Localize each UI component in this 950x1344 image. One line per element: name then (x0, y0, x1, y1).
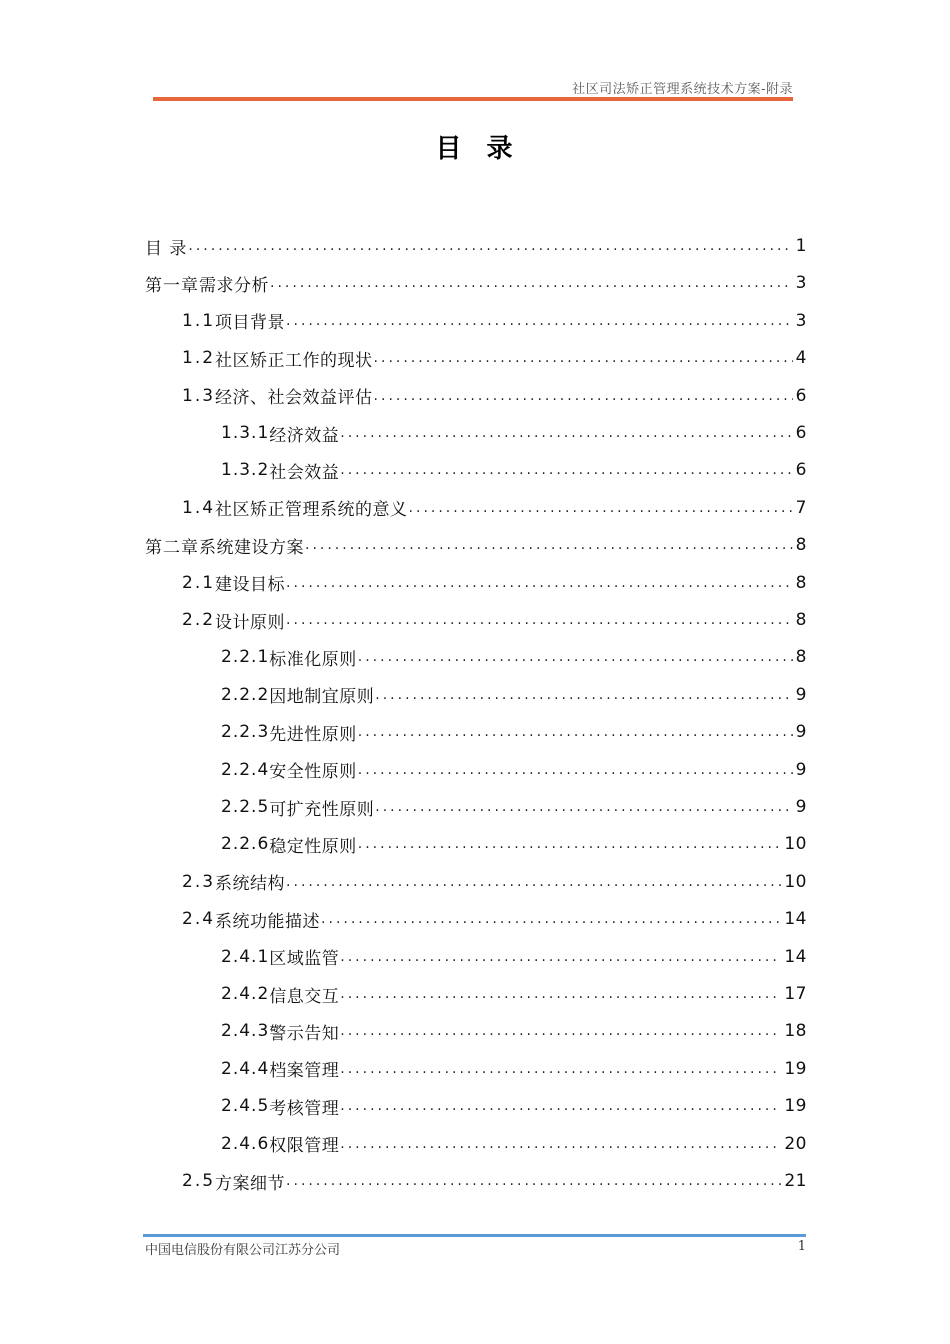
toc-entry-title: 因地制宜原则 (269, 687, 375, 708)
footer-page-number: 1 (797, 1239, 806, 1254)
toc-entry-number: 2.4.4 (221, 1058, 270, 1079)
toc-entry-number: 2.2.2 (221, 684, 270, 705)
toc-entry[interactable] (221, 452, 807, 488)
toc-entry-number: 2.4.3 (221, 1021, 270, 1042)
toc-entry-title: 先进性原则 (269, 724, 357, 745)
toc-entry[interactable] (182, 602, 807, 638)
toc-dot-leader (358, 837, 782, 851)
toc-entry-page: 9 (795, 759, 807, 780)
toc-entry-number: 1.3.2 (221, 460, 270, 481)
toc-entry[interactable] (145, 228, 807, 264)
toc-entry-title: 警示告知 (269, 1023, 340, 1044)
toc-entry[interactable] (145, 265, 807, 301)
toc-entry-page: 4 (795, 348, 807, 369)
toc-entry-title: 权限管理 (269, 1136, 340, 1157)
toc-entry-page: 20 (784, 1133, 807, 1154)
toc-entry-number: 2.4 (182, 909, 216, 930)
toc-entry[interactable] (221, 1126, 807, 1162)
toc-dot-leader (340, 426, 792, 440)
toc-entry-page: 10 (784, 871, 807, 892)
toc-entry[interactable] (221, 639, 807, 675)
toc-entry-title: 系统功能描述 (215, 911, 321, 932)
toc-entry-title: 可扩充性原则 (269, 799, 375, 820)
toc-dot-leader (286, 613, 793, 627)
toc-entry-title: 信息交互 (269, 986, 340, 1007)
toc-entry[interactable] (221, 677, 807, 713)
toc-entry-page: 3 (795, 273, 807, 294)
toc-entry-number: 2.2.4 (221, 759, 270, 780)
toc-entry-page: 18 (784, 1021, 807, 1042)
toc-entry-title: 建设目标 (215, 575, 286, 596)
toc-entry-page: 14 (784, 909, 807, 930)
toc-entry-title: 安全性原则 (269, 762, 357, 783)
toc-dot-leader (340, 463, 792, 477)
toc-entry[interactable] (221, 1051, 807, 1087)
toc-entry-title: 需求分析 (199, 275, 269, 296)
toc-entry-title: 社区矫正管理系统的意义 (215, 500, 408, 521)
toc-entry-page: 6 (795, 423, 807, 443)
toc-entry-page: 9 (795, 722, 807, 743)
toc-entry-title: 项目背景 (215, 313, 286, 334)
toc-entry-number: 2.5 (182, 1171, 216, 1191)
toc-entry-number: 1.4 (182, 497, 216, 518)
toc-dot-leader (286, 576, 793, 590)
toc-entry-number: 2.1 (182, 572, 216, 593)
toc-dot-leader (358, 763, 793, 777)
toc-entry[interactable] (221, 714, 807, 750)
toc-entry-number: 1.2 (182, 348, 216, 369)
toc-entry-page: 7 (795, 497, 807, 518)
toc-entry[interactable] (182, 340, 807, 376)
toc-dot-leader (188, 239, 792, 253)
toc-entry[interactable] (182, 864, 807, 900)
toc-entry-page: 19 (784, 1096, 807, 1117)
toc-entry-page: 14 (784, 946, 807, 967)
toc-entry-page: 6 (795, 460, 807, 481)
toc-entry[interactable] (221, 415, 807, 451)
toc-entry-number: 1.1 (182, 310, 216, 331)
toc-entry-number: 目 录 (145, 238, 188, 259)
toc-entry-title: 标准化原则 (269, 649, 357, 670)
toc-entry-page: 6 (795, 385, 807, 406)
toc-entry-number: 第二章 (145, 537, 199, 558)
toc-entry[interactable] (221, 939, 807, 975)
toc-dot-leader (340, 987, 781, 1001)
toc-entry-title: 经济效益 (269, 425, 340, 446)
toc-entry-title: 设计原则 (215, 612, 286, 633)
toc-entry[interactable] (182, 565, 807, 601)
toc-dot-leader (286, 875, 781, 889)
toc-dot-leader (340, 1137, 781, 1151)
toc-entry-page: 8 (795, 610, 807, 630)
toc-dot-leader (286, 1174, 781, 1188)
toc-entry-title: 社会效益 (269, 462, 340, 483)
toc-entry-page: 9 (795, 797, 807, 817)
toc-dot-leader (270, 276, 793, 290)
toc-dot-leader (286, 314, 793, 328)
toc-dot-leader (358, 650, 793, 664)
toc-entry-page: 8 (795, 572, 807, 593)
toc-entry[interactable] (182, 303, 807, 339)
toc-dot-leader (340, 1099, 781, 1113)
toc-entry-number: 2.2.5 (221, 797, 270, 817)
toc-dot-leader (375, 688, 792, 702)
toc-dot-leader (305, 538, 793, 552)
toc-entry-title: 稳定性原则 (269, 836, 357, 857)
toc-entry[interactable] (182, 901, 807, 937)
toc-entry-title: 区域监管 (269, 949, 340, 970)
toc-entry[interactable] (182, 1163, 807, 1199)
toc-dot-leader (374, 389, 793, 403)
toc-entry-title: 档案管理 (269, 1061, 340, 1082)
toc-entry-number: 2.4.6 (221, 1133, 270, 1154)
toc-entry[interactable] (221, 1088, 807, 1124)
toc-entry-number: 2.2 (182, 610, 216, 630)
toc-entry-number: 2.4.1 (221, 946, 270, 967)
toc-entry[interactable] (221, 976, 807, 1012)
toc-entry-page: 8 (795, 535, 807, 556)
toc-entry-page: 19 (784, 1058, 807, 1079)
toc-entry-page: 17 (784, 984, 807, 1004)
toc-dot-leader (340, 950, 781, 964)
toc-entry-title: 系统结构 (215, 874, 286, 895)
toc-entry-title: 系统建设方案 (199, 537, 304, 558)
toc-entry[interactable] (221, 826, 807, 862)
toc-entry-number: 2.4.2 (221, 984, 270, 1004)
toc-entry-page: 3 (795, 310, 807, 331)
toc-entry-page: 8 (795, 647, 807, 668)
toc-dot-leader (358, 725, 793, 739)
toc-entry[interactable] (221, 1013, 807, 1049)
toc-entry[interactable] (221, 789, 807, 825)
footer-rule (143, 1234, 806, 1237)
toc-entry-page: 1 (795, 236, 807, 256)
toc-entry-number: 2.2.3 (221, 722, 270, 743)
toc-dot-leader (340, 1062, 781, 1076)
toc-dot-leader (375, 800, 792, 814)
toc-entry-number: 2.3 (182, 871, 216, 892)
toc-entry-page: 10 (784, 834, 807, 855)
toc-dot-leader (409, 501, 793, 515)
toc-entry-page: 21 (784, 1171, 807, 1191)
toc-dot-leader (340, 1024, 781, 1038)
toc-dot-leader (374, 351, 793, 365)
toc-entry-title: 经济、社会效益评估 (215, 388, 373, 409)
toc-entry-number: 2.2.6 (221, 834, 270, 855)
toc-entry-page: 9 (795, 684, 807, 705)
running-header: 社区司法矫正管理系统技术方案-附录 (572, 82, 793, 97)
toc-entry-title: 社区矫正工作的现状 (215, 350, 373, 371)
toc-entry-title: 方案细节 (215, 1173, 286, 1194)
toc-entry[interactable] (182, 490, 807, 526)
toc-entry-number: 1.3 (182, 385, 216, 406)
toc-entry[interactable] (182, 378, 807, 414)
page-title: 目 录 (435, 134, 515, 164)
toc-entry-title: 考核管理 (269, 1098, 340, 1119)
toc-dot-leader (321, 912, 781, 926)
toc-entry-number: 第一章 (145, 275, 199, 296)
toc-entry-number: 2.2.1 (221, 647, 270, 668)
toc-entry[interactable] (145, 527, 807, 563)
header-rule (153, 97, 793, 101)
toc-entry[interactable] (221, 752, 807, 788)
footer-company: 中国电信股份有限公司江苏分公司 (145, 1243, 341, 1258)
toc-entry-number: 2.4.5 (221, 1096, 270, 1117)
toc-entry-number: 1.3.1 (221, 423, 270, 443)
